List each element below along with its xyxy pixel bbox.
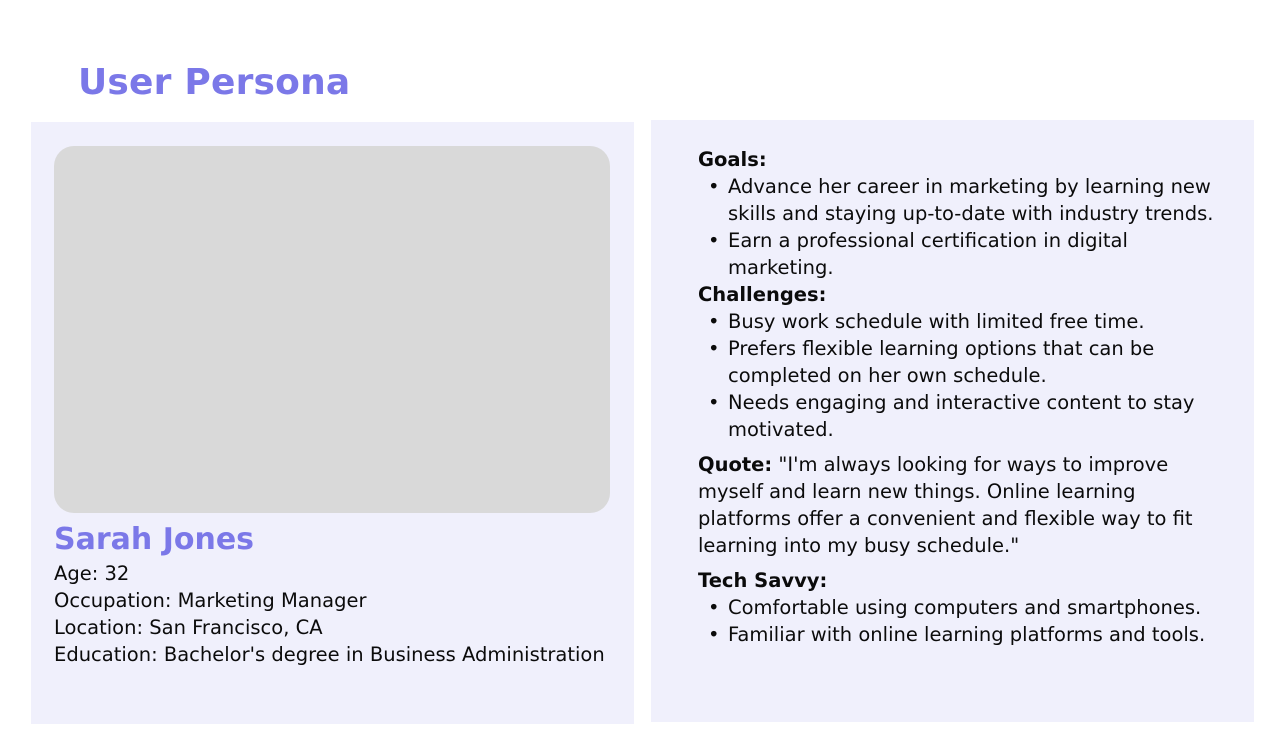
list-item: • Prefers flexible learning options that can be completed on her own schedule. xyxy=(708,337,1155,387)
list-item: • Advance her career in marketing by learning new skills and staying up-to-date with industry trends. xyxy=(708,175,1214,225)
quote-block xyxy=(698,451,1223,559)
list-item: • Earn a professional certification in digital marketing. xyxy=(708,229,1128,279)
challenges-heading: Challenges: xyxy=(698,283,827,306)
goals-heading: Goals: xyxy=(698,148,767,171)
tech-savvy-heading: Tech Savvy: xyxy=(698,569,828,592)
list-item: • Familiar with online learning platforms and tools. xyxy=(708,623,1206,646)
tech-text: Familiar with online learning platforms and tools. xyxy=(728,623,1206,646)
profile-card xyxy=(31,122,634,724)
persona-facts xyxy=(54,560,624,668)
quote-text: "I'm always looking for ways to improve myself and learn new things. Online learning platforms offer a convenient and flexible way to fit learning into my busy schedule." xyxy=(698,453,1193,557)
challenge-text: Busy work schedule with limited free time. xyxy=(728,310,1145,333)
persona-name: Sarah Jones xyxy=(54,522,255,557)
challenge-text: Prefers flexible learning options that can be completed on her own schedule. xyxy=(728,337,1155,387)
details-card xyxy=(651,120,1254,722)
fact-education: Education: Bachelor's degree in Business Administration xyxy=(54,643,605,666)
goals-list xyxy=(698,173,1223,281)
page-title: User Persona xyxy=(78,62,351,103)
fact-location: Location: San Francisco, CA xyxy=(54,616,323,639)
persona-photo-placeholder xyxy=(54,146,610,513)
challenges-list xyxy=(698,308,1223,443)
tech-savvy-list xyxy=(698,594,1223,648)
list-item: • Comfortable using computers and smartphones. xyxy=(708,596,1202,619)
goal-text: Advance her career in marketing by learning new skills and staying up-to-date with industry trends. xyxy=(728,175,1214,225)
goal-text: Earn a professional certification in digital marketing. xyxy=(728,229,1128,279)
challenge-text: Needs engaging and interactive content to stay motivated. xyxy=(728,391,1195,441)
details-content xyxy=(698,146,1223,648)
tech-text: Comfortable using computers and smartphones. xyxy=(728,596,1202,619)
fact-age: Age: 32 xyxy=(54,562,130,585)
quote-heading: Quote: xyxy=(698,453,773,476)
list-item: • Needs engaging and interactive content to stay motivated. xyxy=(708,391,1195,441)
fact-occupation: Occupation: Marketing Manager xyxy=(54,589,367,612)
list-item: • Busy work schedule with limited free time. xyxy=(708,310,1145,333)
